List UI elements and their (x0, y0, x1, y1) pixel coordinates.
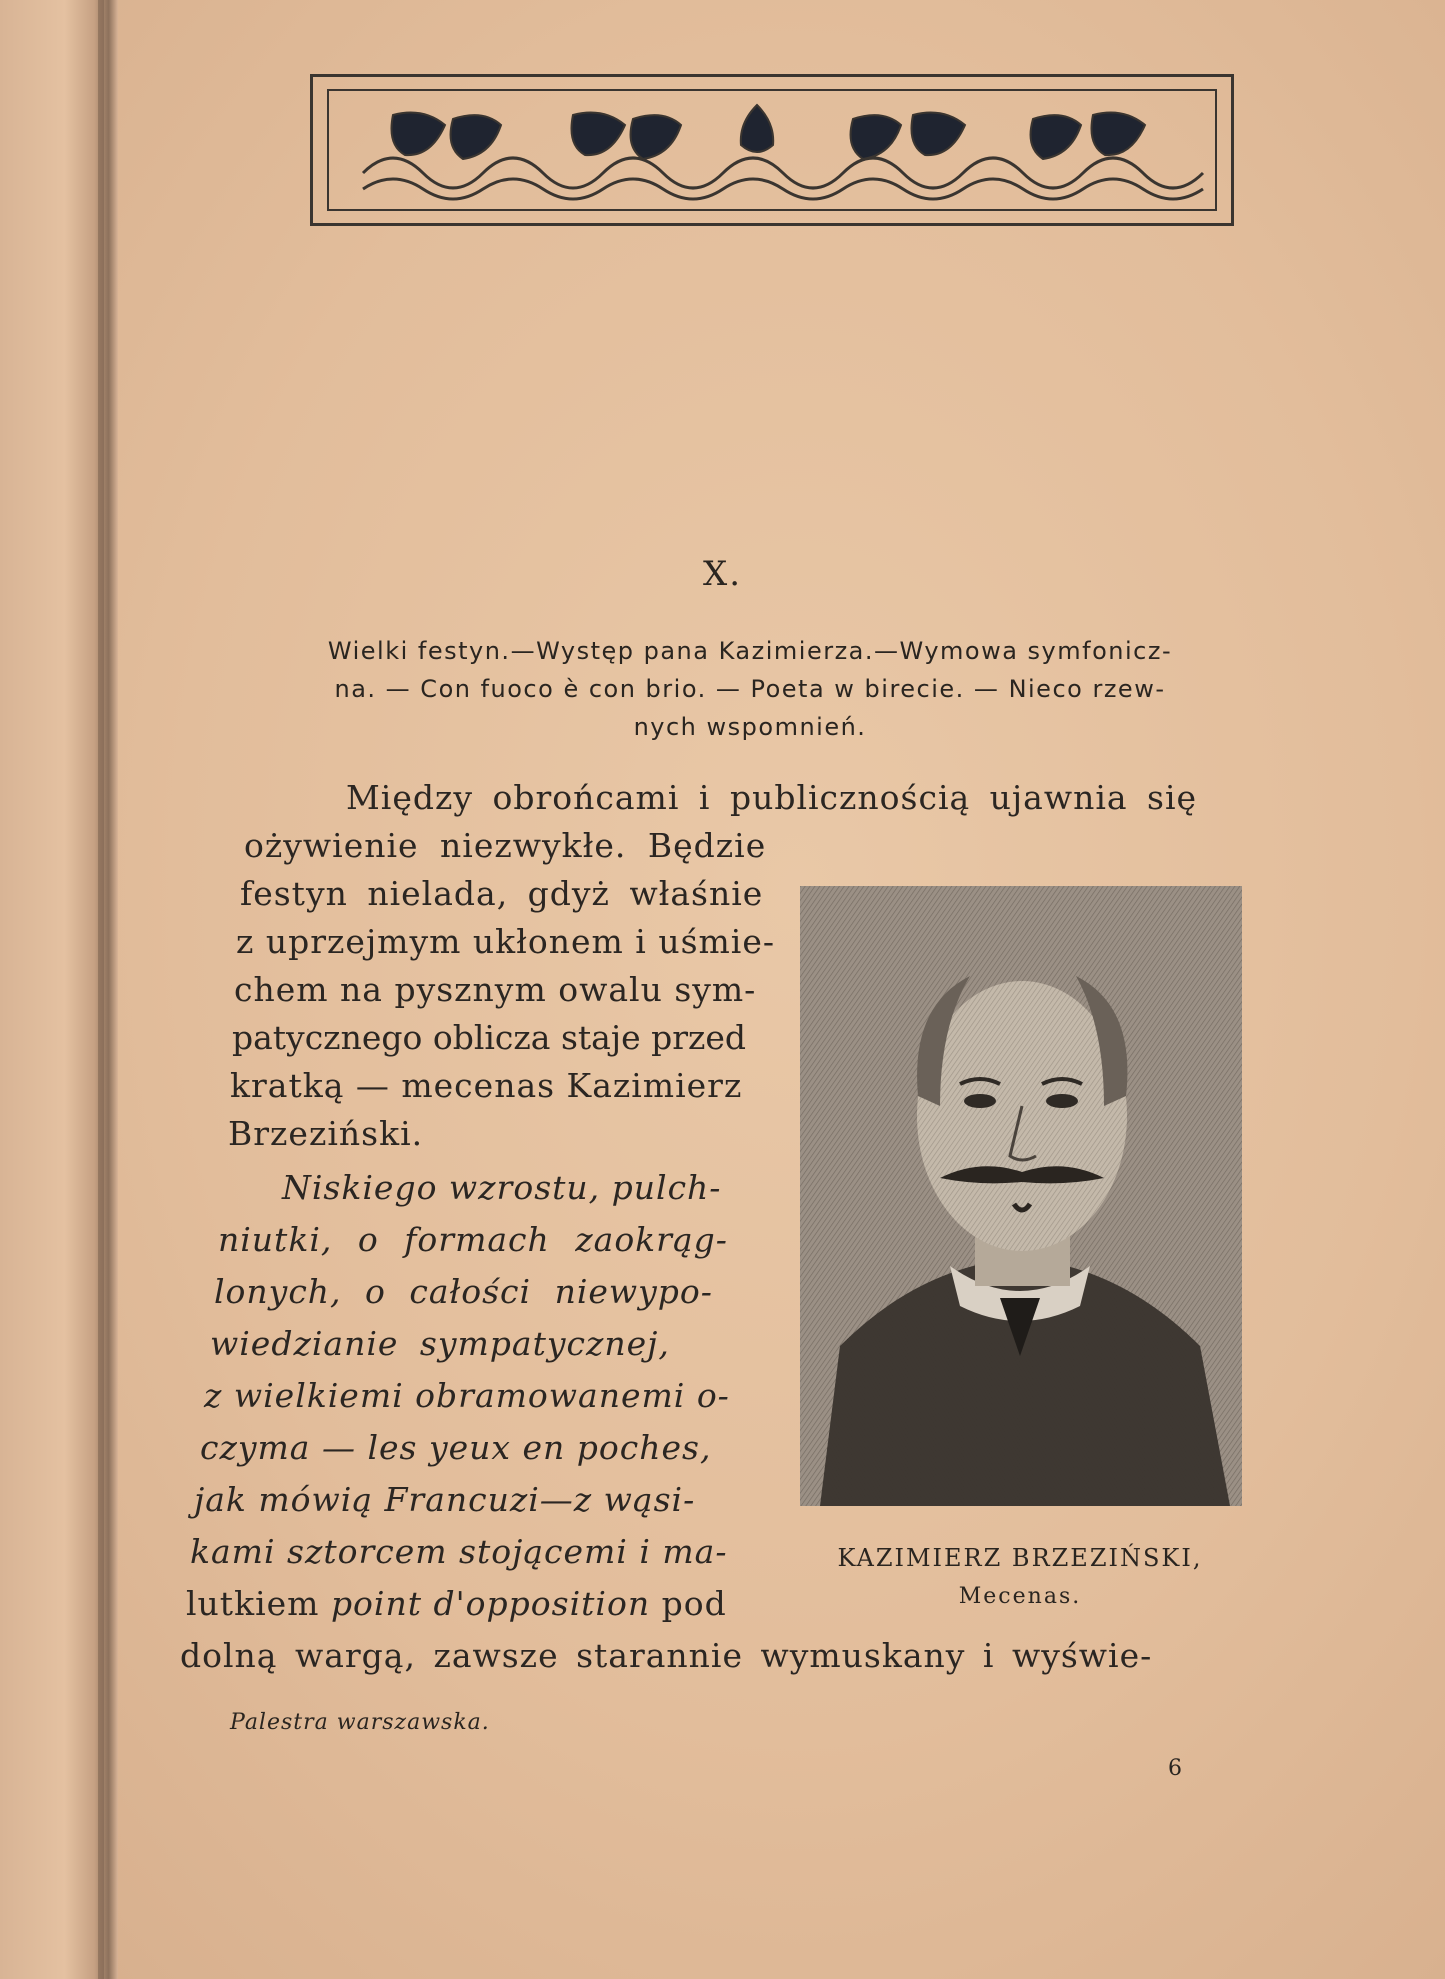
leaf-scroll-ornament-icon (333, 95, 1213, 211)
chapter-number: X. (702, 554, 742, 594)
body-text-segment: lutkiem (186, 1584, 331, 1623)
body-line: z uprzejmym ukłonem i uśmie- (236, 922, 776, 961)
body-line: patycznego oblicza staje przed (232, 1018, 747, 1057)
body-line: dolną wargą, zawsze starannie wymuskany i wyświe- (180, 1636, 1153, 1675)
chapter-summary (260, 632, 1240, 746)
spine-edge (98, 0, 104, 1979)
body-line (186, 1584, 727, 1623)
body-line: ożywienie niezwykłe. Będzie (244, 826, 767, 865)
portrait-caption-name: KAZIMIERZ BRZEZIŃSKI, (837, 1544, 1203, 1572)
body-line: wiedzianie sympatycznej, (210, 1324, 670, 1363)
body-line: lonych, o całości niewypo- (214, 1272, 713, 1311)
body-line: chem na pysznym owalu sym- (234, 970, 757, 1009)
body-text-segment: czyma — (200, 1428, 368, 1467)
body-line: jak mówią Francuzi—z wąsi- (194, 1480, 696, 1519)
foreign-phrase: point d'opposition (330, 1584, 651, 1623)
body-line: kami sztorcem stojącemi i ma- (190, 1532, 728, 1571)
portrait-engraving (800, 886, 1242, 1506)
body-line: z wielkiemi obramowanemi o- (204, 1376, 730, 1415)
body-line: Brzeziński. (228, 1114, 424, 1153)
foreign-phrase: les yeux en poches, (367, 1428, 712, 1467)
portrait-image (800, 886, 1242, 1506)
body-line: festyn nielada, gdyż właśnie (240, 874, 764, 913)
summary-line: nych wspomnień. (633, 713, 867, 741)
summary-line: Wielki festyn.—Występ pana Kazimierza.—Wymowa symfonicz- (327, 637, 1173, 665)
decorative-header-ornament (310, 74, 1234, 226)
body-text-segment: pod (650, 1584, 727, 1623)
page-number: 6 (1168, 1756, 1182, 1781)
portrait-caption-role: Mecenas. (958, 1584, 1082, 1609)
body-line: Między obrońcami i publicznością ujawnia się (346, 778, 1198, 817)
body-line: kratką — mecenas Kazimierz (230, 1066, 743, 1105)
body-line (200, 1428, 711, 1467)
running-footer-title: Palestra warszawska. (230, 1710, 490, 1735)
body-line: niutki, o formach zaokrąg- (218, 1220, 728, 1259)
body-line: Niskiego wzrostu, pulch- (282, 1168, 722, 1207)
summary-line: na. — Con fuoco è con brio. — Poeta w birecie. — Nieco rzew- (334, 675, 1166, 703)
